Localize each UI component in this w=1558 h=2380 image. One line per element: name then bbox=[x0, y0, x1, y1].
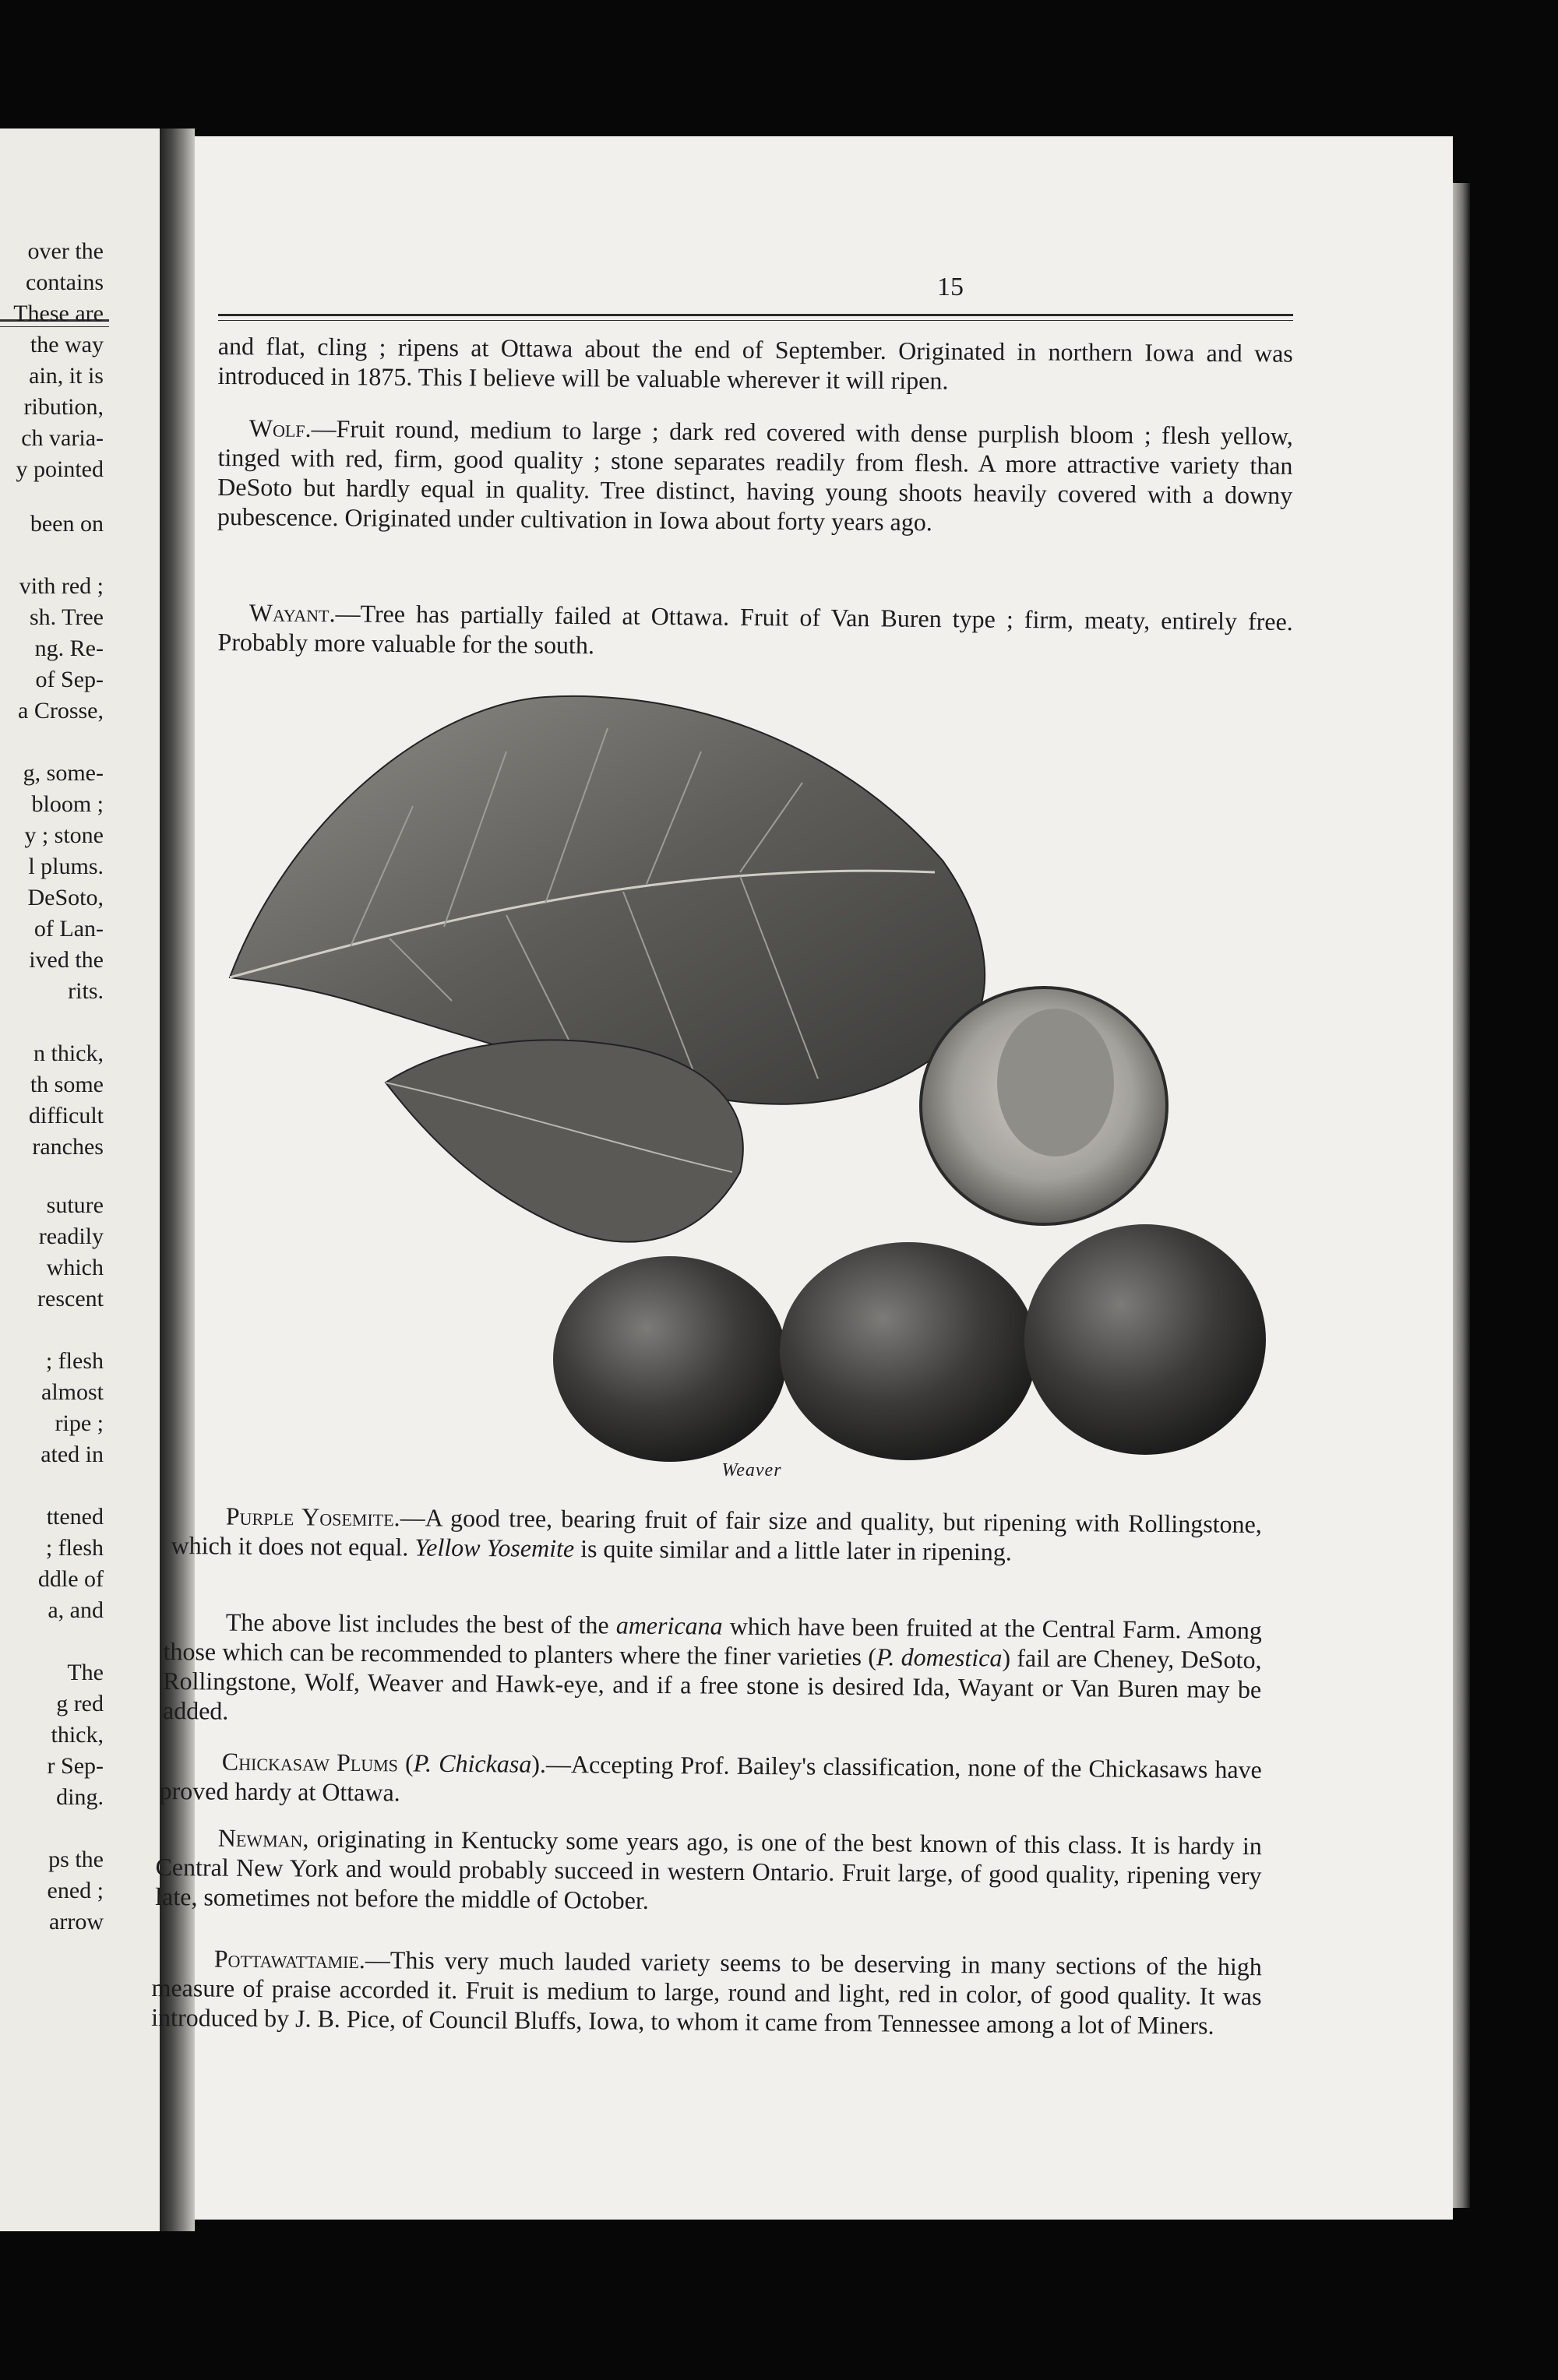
plum-right bbox=[1024, 1224, 1266, 1455]
page-number: 15 bbox=[937, 273, 964, 301]
left-page-line: n thick, bbox=[33, 1040, 104, 1066]
left-page-line: sh. Tree bbox=[29, 604, 104, 630]
paragraph-above-list: The above list includes the best of the americana which have been fruited at the Central Farm. Among those which can be recommended to planters where the finer varieties (P. domestica) fail are Cheney, DeSoto, Rollingstone, Wolf, Weaver and Hawk-eye, and if a free stone is desired Ida, Wayant or Van Buren may be added. bbox=[162, 1607, 1262, 1725]
left-page-line: DeSoto, bbox=[27, 885, 104, 910]
left-page-line: ripe ; bbox=[55, 1410, 104, 1436]
leaf-small bbox=[386, 1040, 743, 1241]
left-page-line: ng. Re- bbox=[34, 635, 104, 661]
left-page-line: y pointed bbox=[16, 456, 104, 482]
left-page-line: rits. bbox=[68, 978, 104, 1004]
left-page-line: ; flesh bbox=[45, 1348, 104, 1374]
left-page-line: suture bbox=[46, 1192, 104, 1218]
book-gutter bbox=[160, 129, 195, 2231]
variety-name-pottawattamie: Pottawattamie. bbox=[213, 1944, 366, 1974]
left-page-line: bloom ; bbox=[31, 791, 104, 817]
left-page-line: vith red ; bbox=[19, 573, 104, 599]
left-page-line: a Crosse, bbox=[18, 698, 104, 724]
left-page-line: contains bbox=[26, 269, 104, 295]
variety-name-newman: Newman, bbox=[217, 1823, 309, 1853]
left-page-line: ddle of bbox=[37, 1566, 104, 1592]
left-page-line: ated in bbox=[41, 1442, 104, 1467]
paragraph-chickasaw: Chickasaw Plums (P. Chickasa).—Accepting Prof. Bailey's classification, none of the Chickasaws have proved hardy at Ottawa. bbox=[159, 1747, 1262, 1807]
left-page-line: ding. bbox=[56, 1784, 104, 1810]
left-page-line: been on bbox=[30, 511, 104, 537]
left-page-line: of Lan- bbox=[33, 916, 104, 942]
paragraph-continuation: and flat, cling ; ripens at Ottawa about the end of September. Originated in northern Iowa and was introduced in 1875. This I believe will be valuable wherever it will ripen. bbox=[217, 331, 1293, 395]
left-page-line: g, some- bbox=[23, 760, 104, 786]
left-page-line: ; flesh bbox=[45, 1535, 104, 1561]
variety-name-purple-yosemite: Purple Yosemite. bbox=[225, 1502, 400, 1532]
left-page-line: arrow bbox=[49, 1909, 104, 1935]
plum-center bbox=[780, 1242, 1037, 1460]
left-page-line: The bbox=[67, 1660, 104, 1685]
paragraph-purple-yosemite: Purple Yosemite.—A good tree, bearing fruit of fair size and quality, but ripening with Rollingstone, which it does not equal. Yellow Yosemite is quite similar and a little later in ripening. bbox=[171, 1502, 1262, 1566]
heading-chickasaw-plums: Chickasaw Plums bbox=[221, 1747, 399, 1777]
left-page-line: difficult bbox=[28, 1103, 104, 1128]
variety-name-wayant: Wayant. bbox=[249, 598, 336, 628]
left-page-line: of Sep- bbox=[35, 667, 104, 692]
paragraph-newman: Newman, originating in Kentucky some years ago, is one of the best known of this class. It is hardy in Central New York and would probably succeed in western Ontario. Fruit large, of good quality, ripening very late, sometimes not before the middle of October. bbox=[155, 1823, 1262, 1914]
left-facing-page bbox=[0, 129, 160, 2231]
left-page-line: almost bbox=[41, 1379, 104, 1405]
left-page-line: These are bbox=[13, 301, 104, 326]
left-page-line: readily bbox=[38, 1223, 104, 1249]
left-page-line: which bbox=[46, 1255, 104, 1280]
left-page-line: ived the bbox=[29, 947, 104, 973]
variety-name-wolf: Wolf. bbox=[249, 414, 312, 442]
left-page-line: ch varia- bbox=[21, 425, 104, 451]
left-page-line: thick, bbox=[51, 1722, 104, 1748]
left-page-line: ttened bbox=[46, 1504, 104, 1530]
left-page-line: over the bbox=[27, 238, 104, 264]
left-page-line: r Sep- bbox=[47, 1753, 104, 1779]
left-page-line: rescent bbox=[37, 1286, 104, 1311]
paragraph-pottawattamie: Pottawattamie.—This very much lauded variety seems to be deserving in many sections of the high measure of praise accorded it. Fruit is medium to large, round and light, red in color, of good quality. It was introduced by J. B. Pice, of Council Bluffs, Iowa, to whom it came from Tennessee among a lot of Miners. bbox=[151, 1944, 1262, 2040]
left-page-line: ened ; bbox=[47, 1878, 104, 1903]
left-page-line: a, and bbox=[48, 1597, 104, 1623]
paragraph-wolf: Wolf.—Fruit round, medium to large ; dark red covered with dense purplish bloom ; flesh yellow, tinged with red, firm, good quality ; stone separates readily from flesh. A more attractive variety than DeSoto but hardly equal in quality. Tree distinct, having young shoots heavily covered with a downy pubescence. Originated under cultivation in Iowa about forty years ago. bbox=[217, 414, 1293, 537]
main-page bbox=[151, 136, 1453, 2220]
left-page-line: th some bbox=[30, 1072, 104, 1097]
left-page-line: ribution, bbox=[23, 394, 104, 420]
left-page-line: g red bbox=[56, 1691, 104, 1716]
leaf-large bbox=[230, 696, 985, 1104]
left-page-line: ps the bbox=[48, 1847, 104, 1872]
plum-left bbox=[553, 1256, 787, 1462]
figure-caption: Weaver bbox=[721, 1460, 782, 1480]
left-page-line: the way bbox=[30, 332, 104, 357]
left-page-line: y ; stone bbox=[24, 822, 104, 848]
paragraph-wayant: Wayant.—Tree has partially failed at Ottawa. Fruit of Van Buren type ; firm, meaty, entirely free. Probably more valuable for the south. bbox=[217, 598, 1293, 660]
left-page-line: ain, it is bbox=[29, 363, 104, 389]
page-edge-shadow bbox=[1453, 183, 1470, 2208]
left-page-line: ranches bbox=[32, 1134, 104, 1160]
left-page-line: l plums. bbox=[28, 854, 104, 879]
